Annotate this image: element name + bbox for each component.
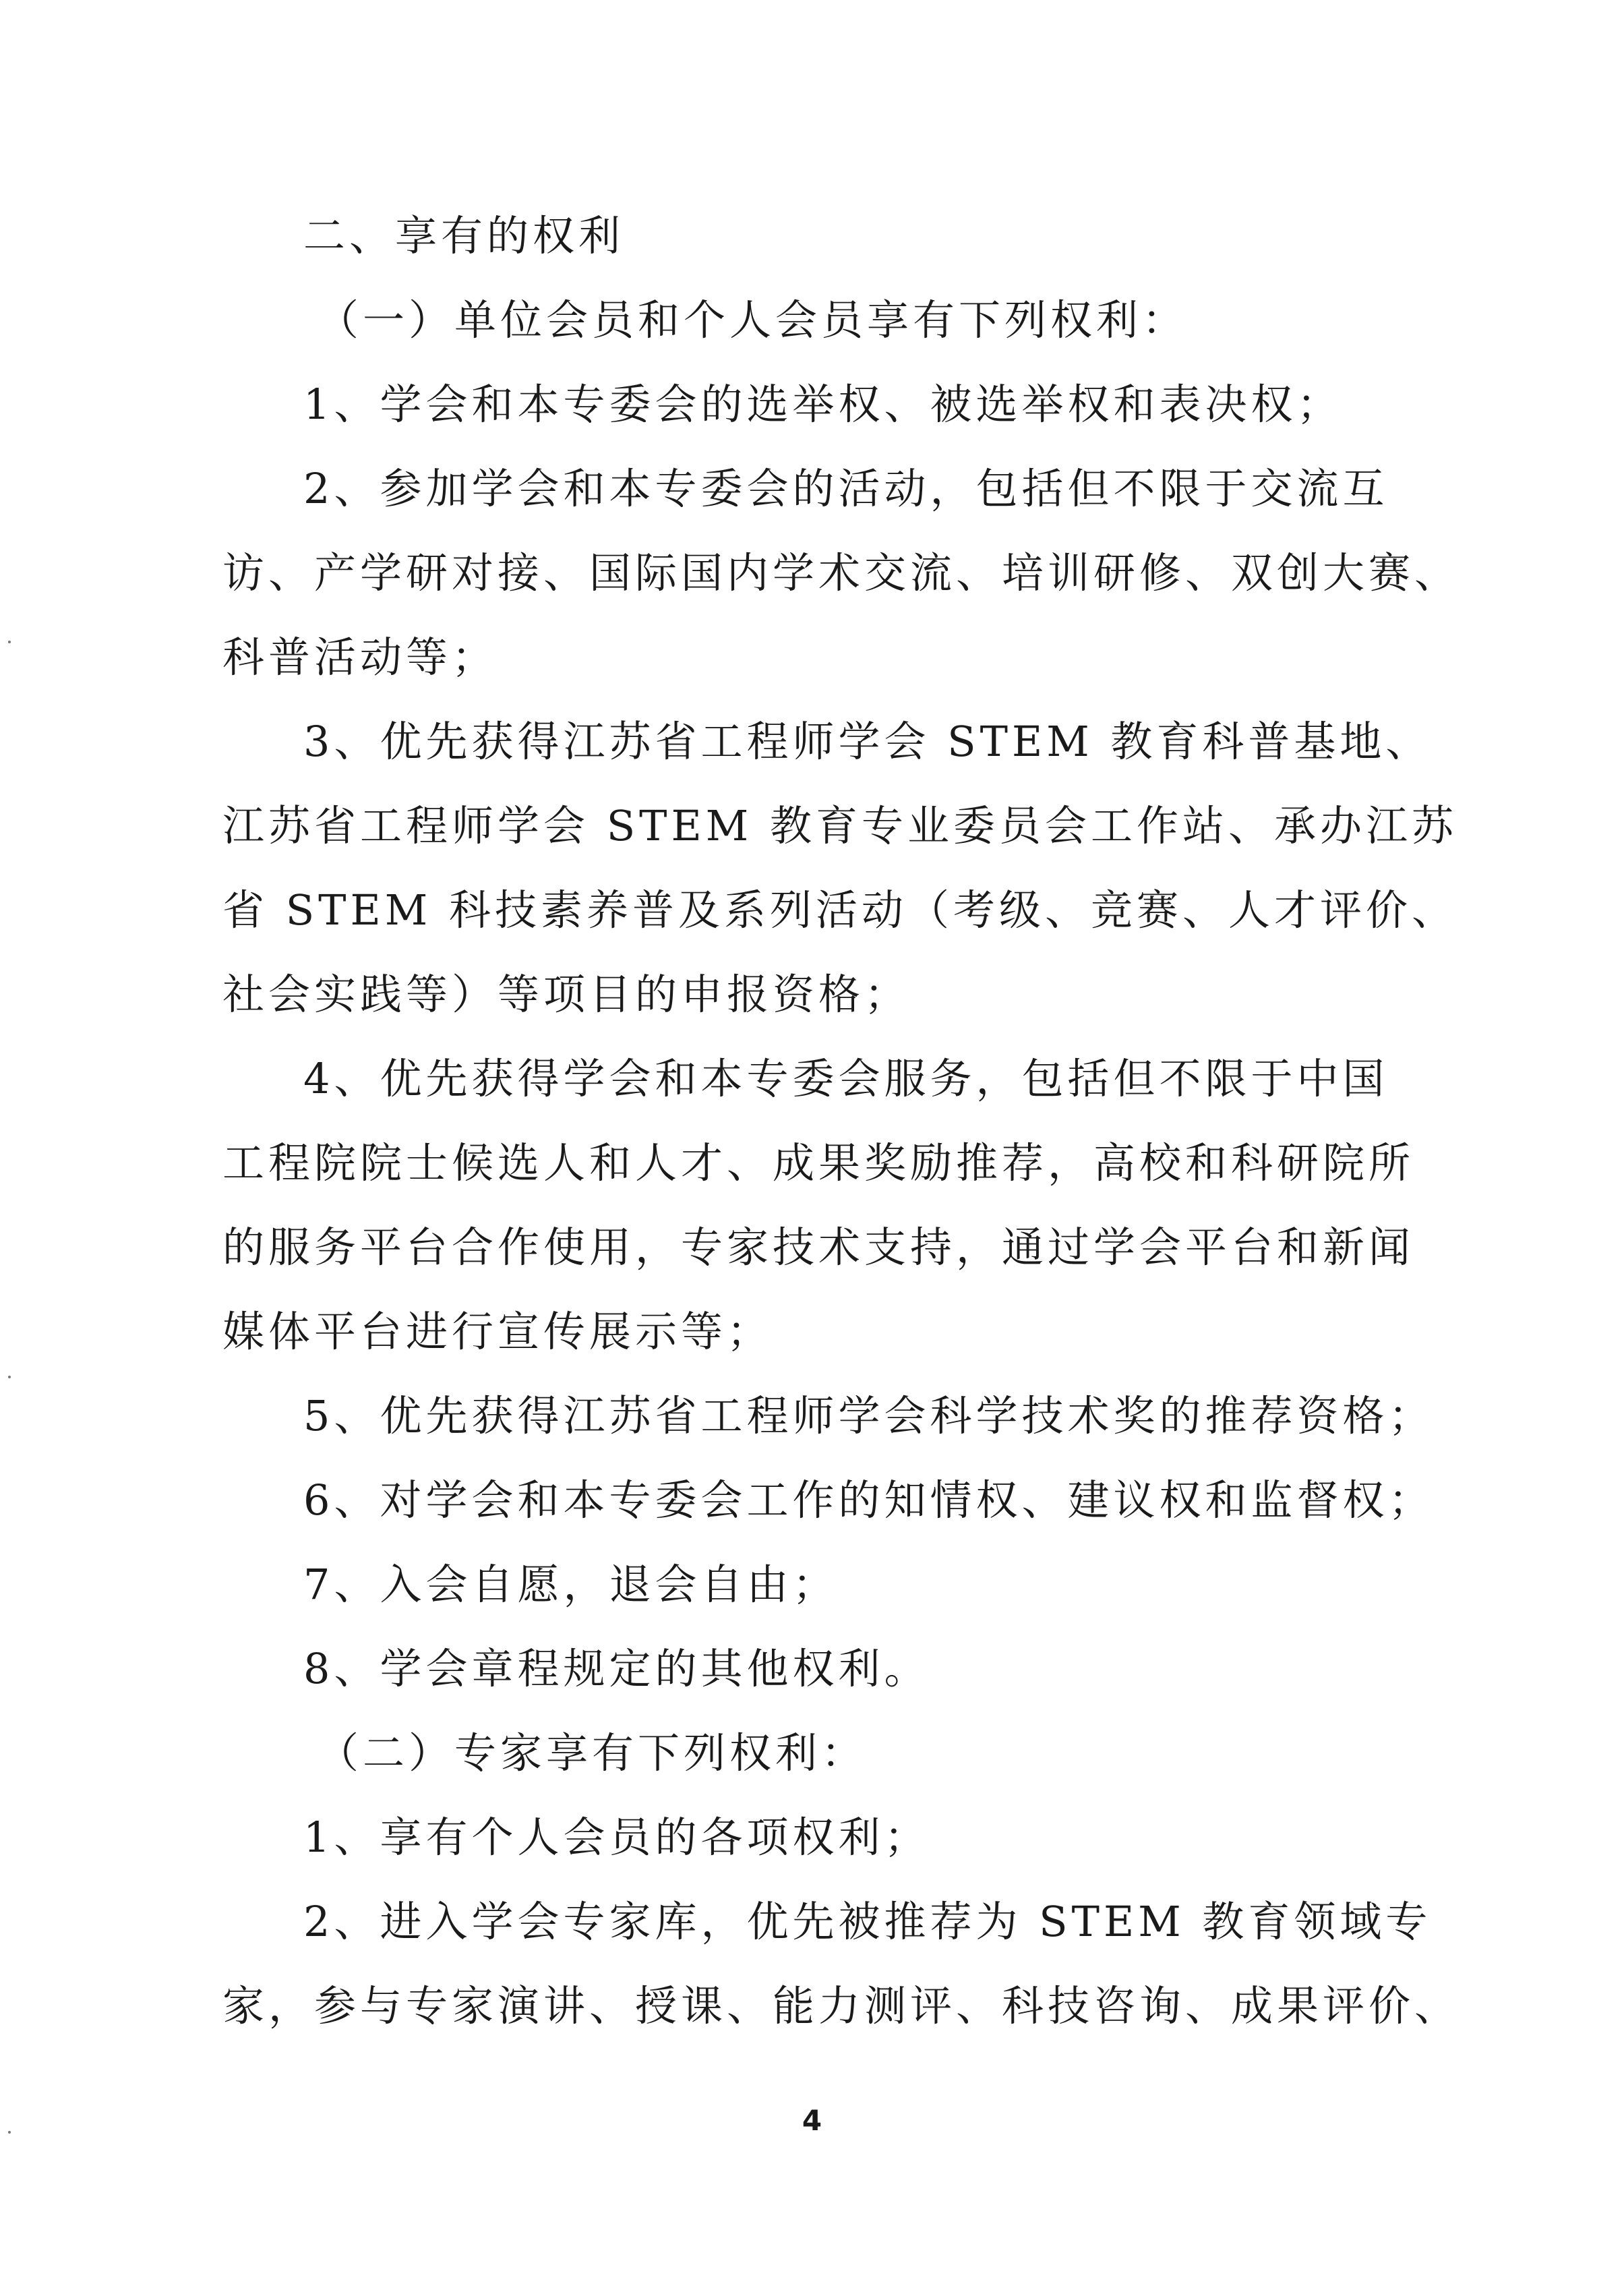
paragraph-line: 7、入会自愿，退会自由； bbox=[303, 1560, 839, 1609]
paragraph-line: 媒体平台进行宣传展示等； bbox=[222, 1307, 773, 1356]
page-number: 4 bbox=[802, 2104, 822, 2137]
paragraph-line: 社会实践等）等项目的申报资格； bbox=[222, 970, 911, 1019]
paragraph-line: 江苏省工程师学会 STEM 教育专业委员会工作站、承办江苏 bbox=[222, 801, 1457, 850]
paragraph-line: 家，参与专家演讲、授课、能力测评、科技咨询、成果评价、 bbox=[222, 1981, 1461, 2030]
paragraph-line: 8、学会章程规定的其他权利。 bbox=[303, 1644, 930, 1693]
paragraph-line: 6、对学会和本专委会工作的知情权、建议权和监督权； bbox=[303, 1475, 1435, 1525]
scan-speck bbox=[8, 2131, 11, 2134]
subsection-heading-members: （一）单位会员和个人会员享有下列权利： bbox=[317, 295, 1189, 345]
paragraph-line: 的服务平台合作使用，专家技术支持，通过学会平台和新闻 bbox=[222, 1223, 1415, 1272]
paragraph-line: 1、享有个人会员的各项权利； bbox=[303, 1813, 930, 1862]
paragraph-line: 1、学会和本专委会的选举权、被选举权和表决权； bbox=[303, 380, 1343, 429]
scan-speck bbox=[8, 641, 11, 643]
subsection-heading-experts: （二）专家享有下列权利： bbox=[317, 1728, 868, 1778]
paragraph-line: 5、优先获得江苏省工程师学会科学技术奖的推荐资格； bbox=[303, 1391, 1435, 1440]
paragraph-line: 3、优先获得江苏省工程师学会 STEM 教育科普基地、 bbox=[303, 717, 1432, 766]
paragraph-line: 访、产学研对接、国际国内学术交流、培训研修、双创大赛、 bbox=[222, 548, 1461, 597]
section-heading-rights: 二、享有的权利 bbox=[303, 211, 625, 260]
scan-speck bbox=[8, 1376, 11, 1378]
paragraph-line: 2、参加学会和本专委会的活动，包括但不限于交流互 bbox=[303, 464, 1389, 513]
paragraph-line: 工程院院士候选人和人才、成果奖励推荐，高校和科研院所 bbox=[222, 1138, 1415, 1187]
paragraph-line: 4、优先获得学会和本专委会服务，包括但不限于中国 bbox=[303, 1054, 1389, 1103]
paragraph-line: 2、进入学会专家库，优先被推荐为 STEM 教育领域专 bbox=[303, 1897, 1432, 1946]
paragraph-line: 省 STEM 科技素养普及系列活动（考级、竞赛、人才评价、 bbox=[222, 885, 1457, 935]
paragraph-line: 科普活动等； bbox=[222, 633, 498, 682]
